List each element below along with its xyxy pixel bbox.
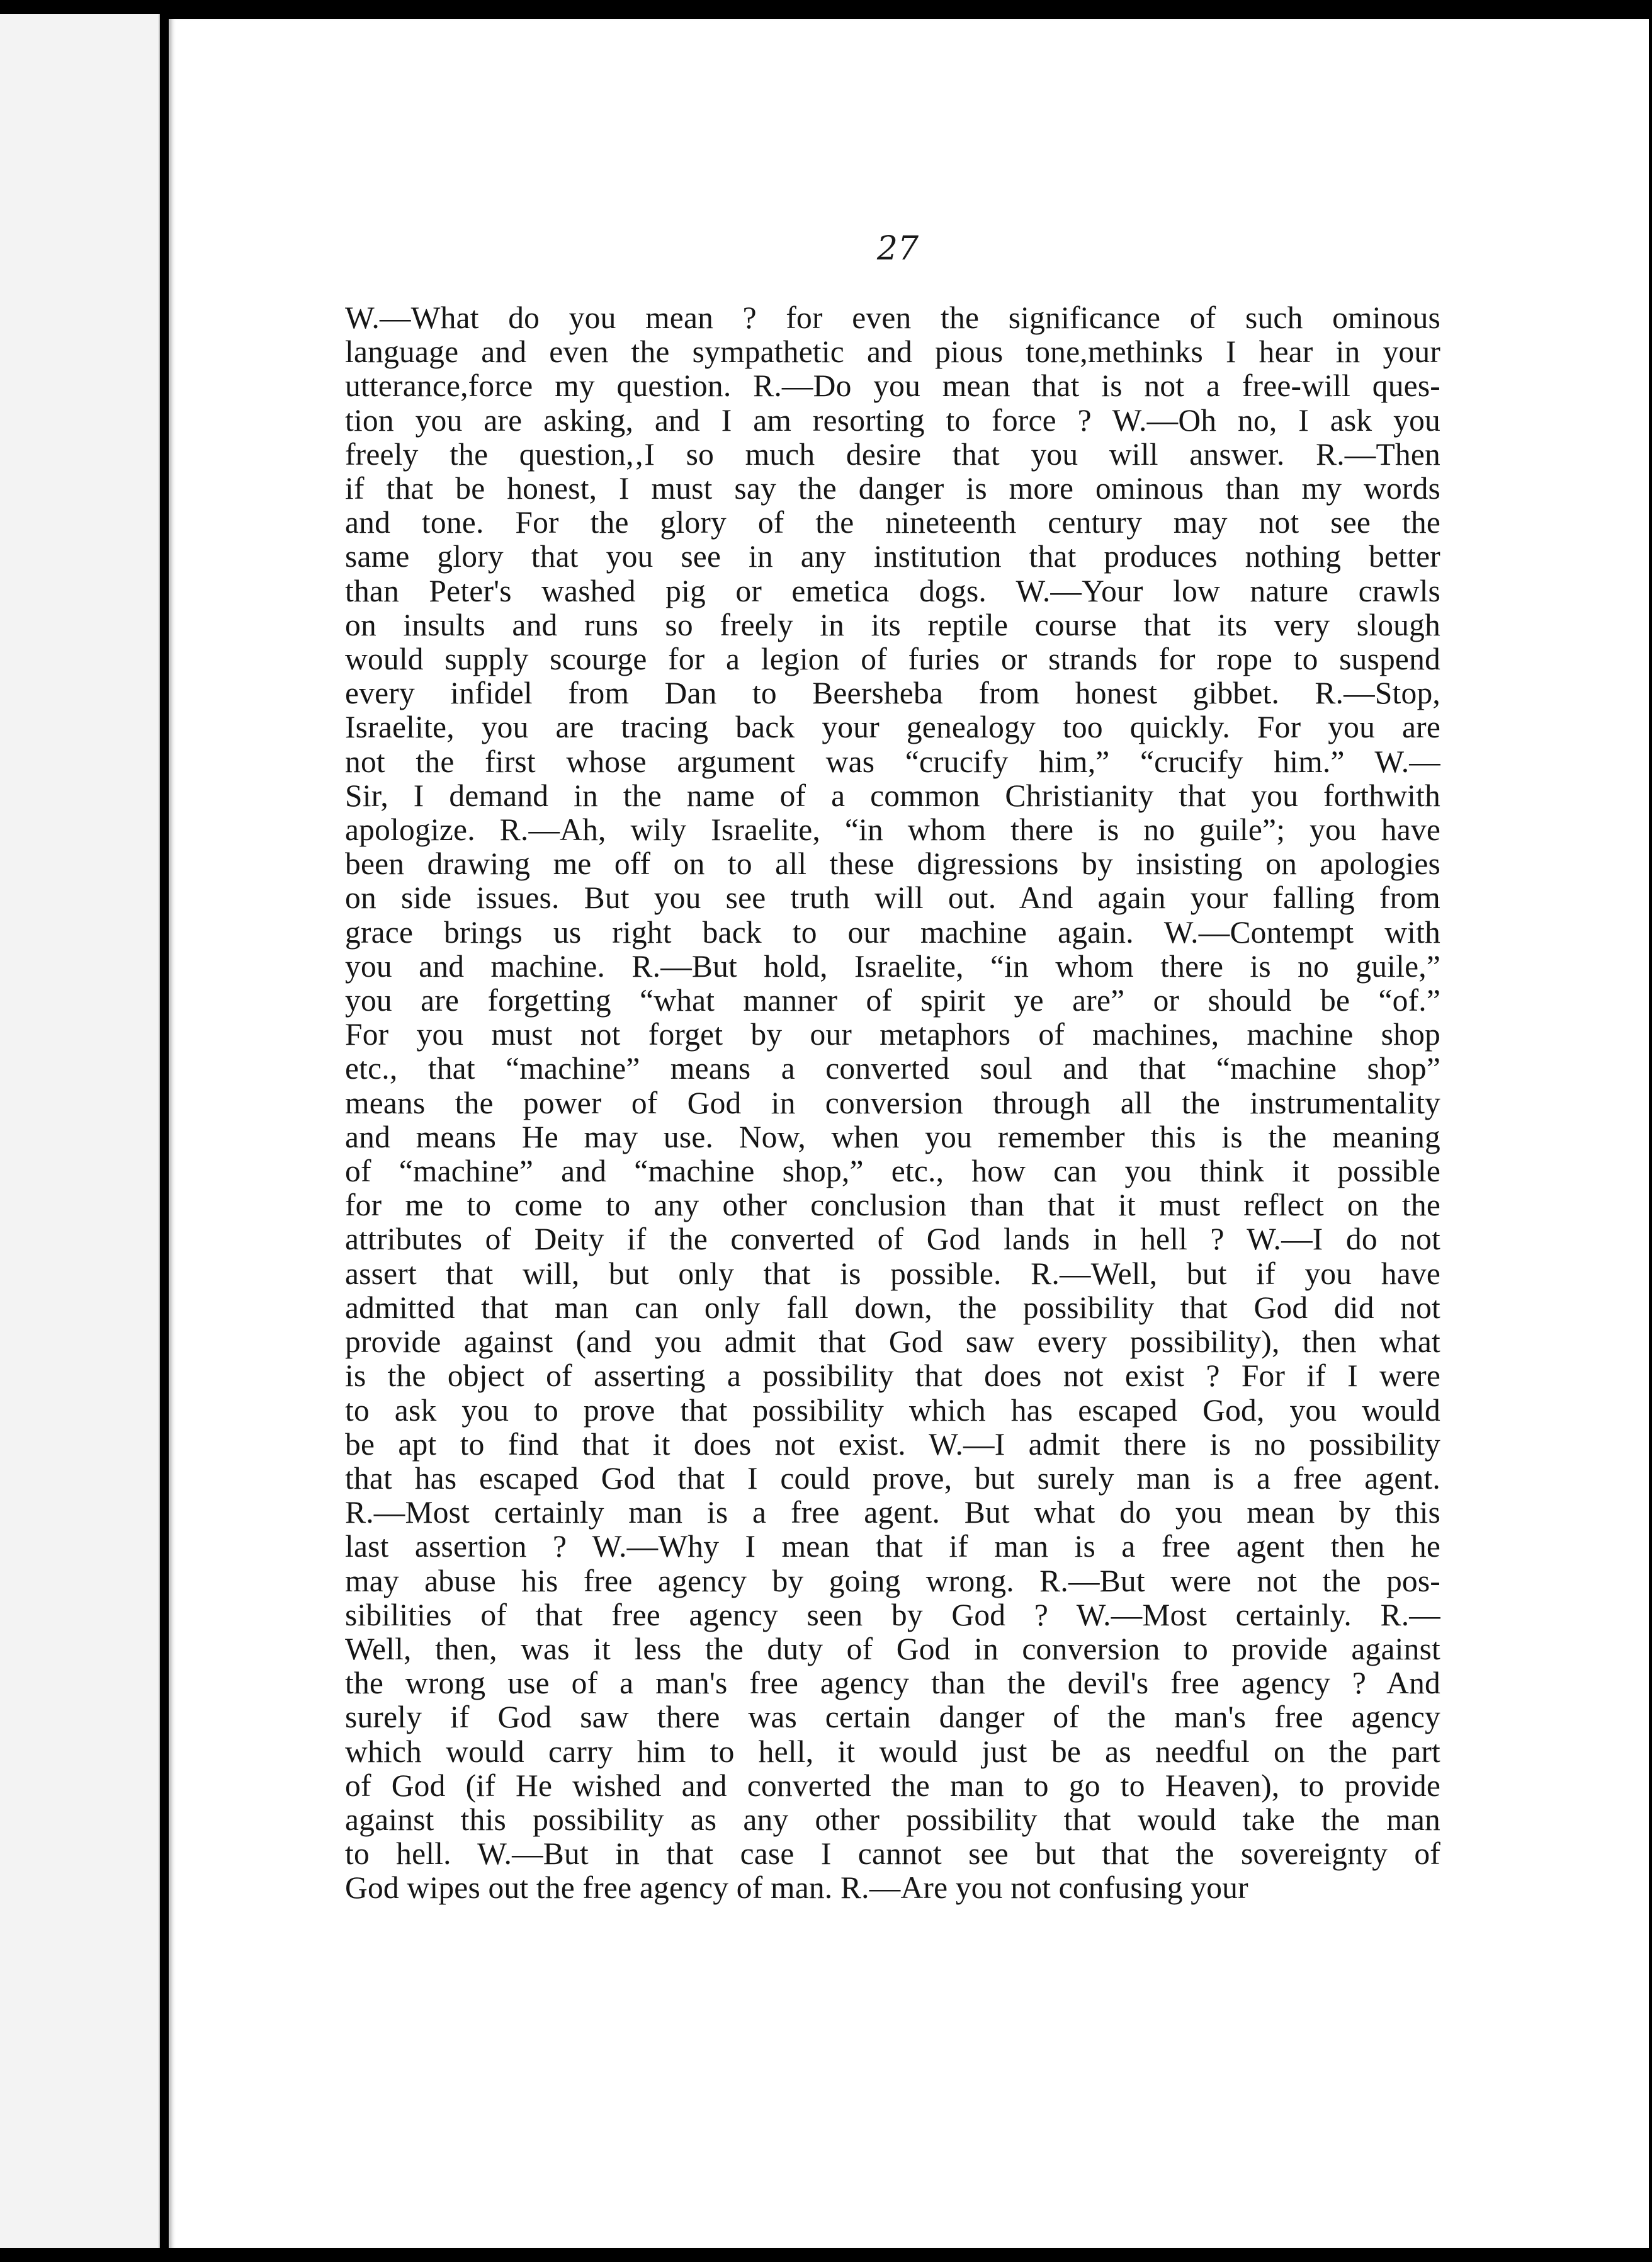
text-line: to ask you to prove that possibility which has escaped God, you would: [345, 1393, 1440, 1428]
text-line: on side issues. But you see truth will out. And again your falling from: [345, 881, 1440, 916]
text-line: For you must not forget by our metaphors of machines, machine shop: [345, 1018, 1440, 1052]
scan-bottom-border: [0, 2248, 1652, 2262]
text-line: every infidel from Dan to Beersheba from honest gibbet. R.—Stop,: [345, 676, 1440, 711]
text-line: utterance,force my question. R.—Do you mean that is not a free-will ques-: [345, 369, 1440, 404]
text-line: sibilities of that free agency seen by God ? W.—Most certainly. R.—: [345, 1598, 1440, 1632]
text-line: freely the question,‚I so much desire that you will answer. R.—Then: [345, 437, 1440, 472]
text-line: not the first whose argument was “crucify him,” “crucify him.” W.—: [345, 744, 1440, 779]
text-line: Israelite, you are tracing back your genealogy too quickly. For you are: [345, 710, 1440, 745]
text-line: be apt to find that it does not exist. W.—I admit there is no possibility: [345, 1427, 1440, 1462]
text-line: apologize. R.—Ah, wily Israelite, “in whom there is no guile”; you have: [345, 813, 1440, 848]
text-line: to hell. W.—But in that case I cannot see but that the sovereignty of: [345, 1837, 1440, 1872]
text-line: and means He may use. Now, when you remember this is the meaning: [345, 1120, 1440, 1154]
text-line: against this possibility as any other possibility that would take the man: [345, 1802, 1440, 1837]
text-line: grace brings us right back to our machine again. W.—Contempt with: [345, 915, 1440, 950]
text-line: may abuse his free agency by going wrong. R.—But were not the pos-: [345, 1564, 1440, 1598]
text-line: attributes of Deity if the converted of God lands in hell ? W.—I do not: [345, 1222, 1440, 1257]
text-line: surely if God saw there was certain danger of the man's free agency: [345, 1700, 1440, 1735]
text-line: of “machine” and “machine shop,” etc., how can you think it possible: [345, 1154, 1440, 1189]
text-line: assert that will, but only that is possible. R.—Well, but if you have: [345, 1256, 1440, 1291]
text-line: the wrong use of a man's free agency than the devil's free agency ? And: [345, 1666, 1440, 1701]
text-line: of God (if He wished and converted the man to go to Heaven), to provide: [345, 1768, 1440, 1803]
scan-top-border: [0, 0, 1652, 18]
text-line: provide against (and you admit that God saw every possibility), then what: [345, 1325, 1440, 1360]
text-line: is the object of asserting a possibility that does not exist ? For if I were: [345, 1359, 1440, 1394]
text-line: Sir, I demand in the name of a common Christianity that you forthwith: [345, 778, 1440, 813]
text-line: would supply scourge for a legion of furies or strands for rope to suspend: [345, 642, 1440, 677]
text-line: that has escaped God that I could prove, but surely man is a free agent.: [345, 1461, 1440, 1496]
text-line: means the power of God in conversion through all the instrumentality: [345, 1086, 1440, 1120]
text-line: for me to come to any other conclusion than that it must reflect on the: [345, 1188, 1440, 1223]
text-line: language and even the sympathetic and pious tone,methinks I hear in your: [345, 335, 1440, 370]
text-line: on insults and runs so freely in its reptile course that its very slough: [345, 608, 1440, 642]
text-line: and tone. For the glory of the nineteenth century may not see the: [345, 506, 1440, 540]
text-line: Well, then, was it less the duty of God in conversion to provide against: [345, 1632, 1440, 1666]
text-line: you are forgetting “what manner of spirit ye are” or should be “of.”: [345, 984, 1440, 1018]
text-line: R.—Most certainly man is a free agent. But what do you mean by this: [345, 1496, 1440, 1530]
page-number: 27: [876, 230, 919, 268]
text-line: W.—What do you mean ? for even the significance of such ominous: [345, 301, 1440, 335]
text-line: you and machine. R.—But hold, Israelite, “in whom there is no guile,”: [345, 949, 1440, 984]
text-line: last assertion ? W.—Why I mean that if man is a free agent then he: [345, 1530, 1440, 1564]
text-line: if that be honest, I must say the danger is more ominous than my words: [345, 472, 1440, 506]
text-line: been drawing me off on to all these digressions by insisting on apologies: [345, 847, 1440, 882]
text-line: than Peter's washed pig or emetica dogs. W.—Your low nature crawls: [345, 574, 1440, 608]
text-line: which would carry him to hell, it would just be as needful on the part: [345, 1734, 1440, 1769]
text-line: God wipes out the free agency of man. R.—Are you not confusing your: [345, 1871, 1248, 1906]
facing-page-edge: [0, 14, 160, 2253]
text-line: etc., that “machine” means a converted soul and that “machine shop”: [345, 1052, 1440, 1086]
text-line: admitted that man can only fall down, the possibility that God did not: [345, 1290, 1440, 1325]
text-line: same glory that you see in any institution that produces nothing better: [345, 540, 1440, 574]
text-line: tion you are asking, and I am resorting to force ? W.—Oh no, I ask you: [345, 403, 1440, 438]
body-text: [345, 301, 1440, 1906]
